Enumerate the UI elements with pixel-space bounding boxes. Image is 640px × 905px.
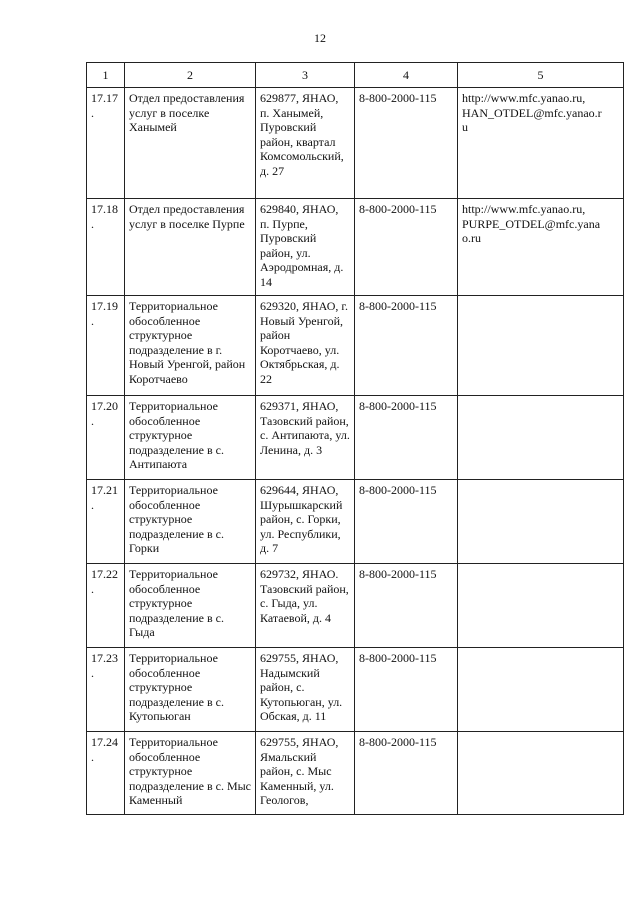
office-name: Территориальное обособленное структурное подразделение в с. Антипаюта [125, 396, 256, 480]
row-number: 17.18 . [87, 199, 125, 296]
table-row [87, 564, 624, 648]
table-row [87, 648, 624, 732]
office-name: Отдел предоставления услуг в поселке Ханымей [125, 88, 256, 199]
header-col-2: 2 [125, 63, 256, 88]
row-number: 17.24 . [87, 732, 125, 815]
offices-table [86, 62, 624, 815]
page-number: 12 [314, 31, 326, 45]
header-col-4: 4 [355, 63, 458, 88]
table-row [87, 88, 624, 199]
office-name: Территориальное обособленное структурное подразделение в с. Кутопьюган [125, 648, 256, 732]
office-web [458, 732, 624, 815]
office-name: Отдел предоставления услуг в поселке Пурпе [125, 199, 256, 296]
header-col-5: 5 [458, 63, 624, 88]
office-web [458, 648, 624, 732]
table-row [87, 296, 624, 396]
office-name: Территориальное обособленное структурное подразделение в с. Мыс Каменный [125, 732, 256, 815]
office-web [458, 564, 624, 648]
office-phone: 8-800-2000-115 [355, 296, 458, 396]
office-phone: 8-800-2000-115 [355, 564, 458, 648]
office-phone: 8-800-2000-115 [355, 88, 458, 199]
header-col-1: 1 [87, 63, 125, 88]
office-phone: 8-800-2000-115 [355, 480, 458, 564]
table-row [87, 199, 624, 296]
office-phone: 8-800-2000-115 [355, 396, 458, 480]
header-col-3: 3 [256, 63, 355, 88]
row-number: 17.17 . [87, 88, 125, 199]
table-row [87, 396, 624, 480]
office-web [458, 296, 624, 396]
office-phone: 8-800-2000-115 [355, 732, 458, 815]
row-number: 17.19 . [87, 296, 125, 396]
office-phone: 8-800-2000-115 [355, 199, 458, 296]
office-address: 629320, ЯНАО, г. Новый Уренгой, район Коротчаево, ул. Октябрьская, д. 22 [256, 296, 355, 396]
office-address: 629877, ЯНАО, п. Ханымей, Пуровский район, квартал Комсомольский, д. 27 [256, 88, 355, 199]
office-name: Территориальное обособленное структурное подразделение в с. Горки [125, 480, 256, 564]
row-number: 17.20 . [87, 396, 125, 480]
table-row [87, 480, 624, 564]
office-phone: 8-800-2000-115 [355, 648, 458, 732]
row-number: 17.21 . [87, 480, 125, 564]
office-address: 629755, ЯНАО, Надымский район, с. Кутопьюган, ул. Обская, д. 11 [256, 648, 355, 732]
office-web [458, 480, 624, 564]
office-address: 629755, ЯНАО, Ямальский район, с. Мыс Каменный, ул. Геологов, [256, 732, 355, 815]
table-header-row [87, 63, 624, 88]
office-name: Территориальное обособленное структурное подразделение в г. Новый Уренгой, район Коротчаево [125, 296, 256, 396]
office-web [458, 396, 624, 480]
office-name: Территориальное обособленное структурное подразделение в с. Гыда [125, 564, 256, 648]
office-address: 629644, ЯНАО, Шурышкарский район, с. Горки, ул. Республики, д. 7 [256, 480, 355, 564]
row-number: 17.23 . [87, 648, 125, 732]
office-address: 629371, ЯНАО, Тазовский район, с. Антипаюта, ул. Ленина, д. 3 [256, 396, 355, 480]
office-address: 629732, ЯНАО. Тазовский район, с. Гыда, ул. Катаевой, д. 4 [256, 564, 355, 648]
office-web: http://www.mfc.yanao.ru, HAN_OTDEL@mfc.yanao.r u [458, 88, 624, 199]
row-number: 17.22 . [87, 564, 125, 648]
table-row [87, 732, 624, 815]
office-address: 629840, ЯНАО, п. Пурпе, Пуровский район, ул. Аэродромная, д. 14 [256, 199, 355, 296]
office-web: http://www.mfc.yanao.ru, PURPE_OTDEL@mfc.yana o.ru [458, 199, 624, 296]
